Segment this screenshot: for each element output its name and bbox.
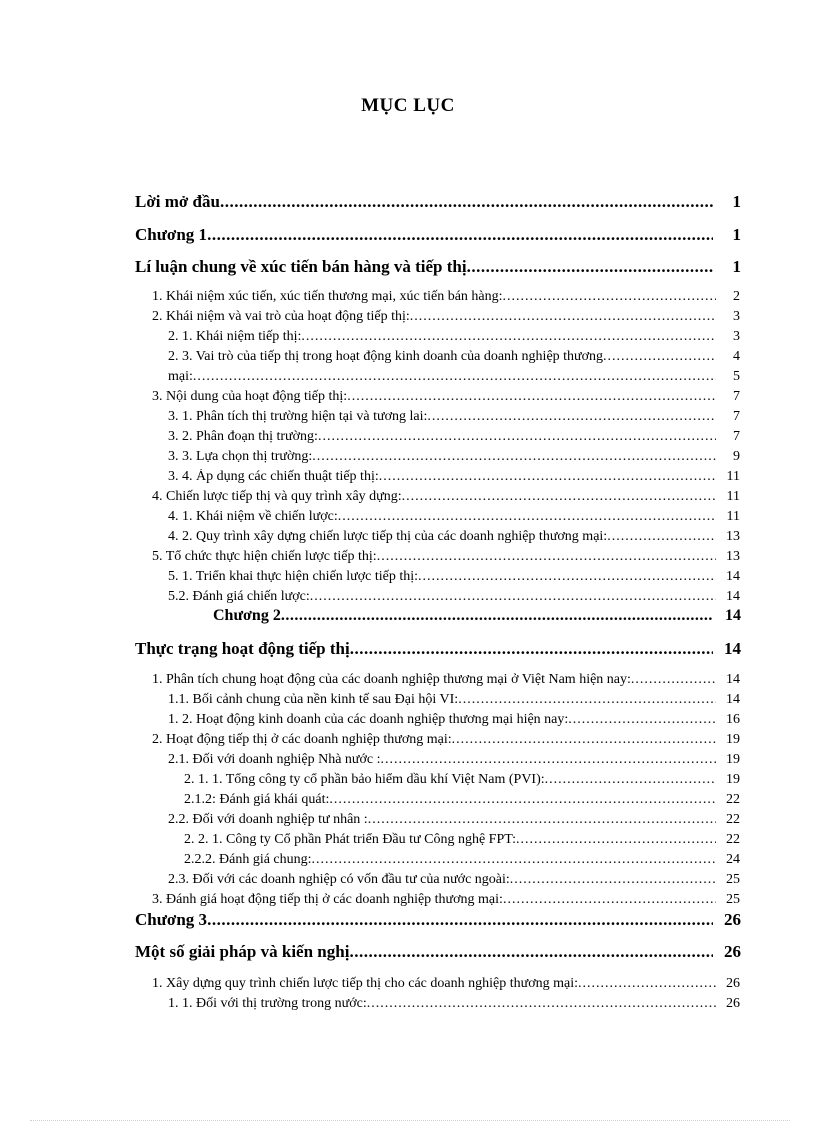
toc-page: 4 (733, 349, 740, 364)
toc-page: 3 (733, 329, 740, 344)
toc-label: 2. Hoạt động tiếp thị ở các doanh nghiệp thương mại: (152, 732, 452, 747)
toc-page: 22 (726, 832, 740, 847)
toc-leader (402, 489, 716, 505)
toc-label: 5. 1. Triển khai thực hiện chiến lược tiếp thị: (168, 569, 419, 584)
toc-page: 26 (724, 942, 741, 961)
toc-leader (379, 469, 716, 485)
toc-entry-chuong-2[interactable] (213, 607, 741, 631)
toc-leader (312, 852, 716, 868)
toc-entry[interactable] (152, 976, 740, 996)
toc-entry[interactable] (168, 692, 740, 712)
toc-leader (350, 639, 713, 659)
toc-entry-chapter-3-title[interactable] (135, 942, 741, 966)
toc-entry[interactable] (168, 872, 740, 892)
toc-entry[interactable] (168, 429, 740, 449)
toc-entry[interactable] (152, 549, 740, 569)
toc-entry-chapter-1-title[interactable] (135, 257, 741, 281)
toc-leader (467, 257, 713, 277)
toc-page: 1 (732, 192, 741, 211)
toc-entry[interactable] (168, 589, 740, 609)
toc-leader (312, 449, 716, 465)
toc-page: 14 (726, 672, 740, 687)
toc-leader (568, 712, 716, 728)
toc-page: 11 (726, 509, 740, 524)
toc-leader (368, 812, 716, 828)
toc-label: 5.2. Đánh giá chiến lược: (168, 589, 310, 604)
toc-page: 3 (733, 309, 740, 324)
toc-label: mại: (168, 369, 193, 384)
toc-page: 14 (724, 639, 741, 658)
toc-label: 1. Phân tích chung hoạt động của các doanh nghiệp thương mại ở Việt Nam hiện nay: (152, 672, 631, 687)
toc-label: 3. 3. Lựa chọn thị trường: (168, 449, 313, 464)
toc-label: 1. 1. Đối với thị trường trong nước: (168, 996, 367, 1011)
toc-leader (318, 429, 716, 445)
toc-entry[interactable] (168, 712, 740, 732)
toc-entry[interactable] (168, 996, 740, 1016)
toc-label: 2.1. Đối với doanh nghiệp Nhà nước : (168, 752, 381, 767)
toc-leader (377, 549, 716, 565)
toc-page: 25 (726, 892, 740, 907)
toc-label: 1. Xây dựng quy trình chiến lược tiếp thị cho các doanh nghiệp thương mại: (152, 976, 578, 991)
toc-entry[interactable] (168, 469, 740, 489)
toc-leader (418, 569, 716, 585)
toc-leader (281, 607, 713, 625)
toc-page: 26 (724, 910, 741, 929)
page-bottom-divider (30, 1120, 790, 1121)
toc-entry[interactable] (152, 289, 740, 309)
toc-page: 5 (733, 369, 740, 384)
toc-entry[interactable] (168, 569, 740, 589)
toc-label: 1. Khái niệm xúc tiến, xúc tiến thương mại, xúc tiến bán hàng: (152, 289, 503, 304)
toc-page: 25 (726, 872, 740, 887)
toc-leader (310, 589, 716, 605)
toc-leader (545, 772, 716, 788)
toc-entry[interactable] (168, 529, 740, 549)
toc-leader (207, 910, 713, 930)
toc-page: 19 (726, 732, 740, 747)
toc-label: 2. 1. Khái niệm tiếp thị: (168, 329, 302, 344)
toc-page: 2 (733, 289, 740, 304)
toc-leader (427, 409, 716, 425)
toc-page: 14 (726, 589, 740, 604)
toc-label: 3. 4. Áp dụng các chiến thuật tiếp thị: (168, 469, 379, 484)
toc-entry-chuong-3[interactable] (135, 910, 741, 934)
toc-leader (329, 792, 716, 808)
toc-label: 2.3. Đối với các doanh nghiệp có vốn đầu tư của nước ngoài: (168, 872, 510, 887)
toc-entry-chuong-1[interactable] (135, 225, 741, 249)
toc-label: 2. 3. Vai trò của tiếp thị trong hoạt động kinh doanh của doanh nghiệp thương (168, 349, 604, 364)
toc-entry[interactable] (184, 832, 740, 852)
toc-entry[interactable] (184, 792, 740, 812)
toc-page: 14 (726, 569, 740, 584)
toc-label: 1.1. Bối cảnh chung của nền kinh tế sau Đại hội VI: (168, 692, 459, 707)
toc-page: 22 (726, 792, 740, 807)
toc-leader (452, 732, 716, 748)
toc-entry[interactable] (184, 852, 740, 872)
toc-leader (603, 349, 716, 365)
toc-entry[interactable] (152, 732, 740, 752)
toc-label: Chương 3 (135, 910, 208, 929)
toc-page: 19 (726, 752, 740, 767)
toc-page: 1 (732, 257, 741, 276)
toc-entry[interactable] (152, 892, 740, 912)
toc-label: 3. 2. Phân đoạn thị trường: (168, 429, 318, 444)
toc-label: 2. 2. 1. Công ty Cổ phần Phát triển Đầu tư Công nghệ FPT: (184, 832, 516, 847)
toc-label: 4. 2. Quy trình xây dựng chiến lược tiếp thị của các doanh nghiệp thương mại: (168, 529, 608, 544)
toc-leader (367, 996, 716, 1012)
toc-leader (410, 309, 716, 325)
toc-page: 26 (726, 976, 740, 991)
toc-leader (193, 369, 716, 385)
toc-page: 7 (733, 389, 740, 404)
toc-entry[interactable] (152, 389, 740, 409)
toc-label: 3. Đánh giá hoạt động tiếp thị ở các doanh nghiệp thương mại: (152, 892, 503, 907)
toc-entry[interactable] (168, 509, 740, 529)
toc-label: Chương 2 (213, 607, 281, 624)
toc-page: 14 (726, 692, 740, 707)
toc-label: 4. 1. Khái niệm về chiến lược: (168, 509, 338, 524)
toc-entry[interactable] (184, 772, 740, 792)
toc-leader (220, 192, 713, 212)
toc-leader (349, 942, 713, 962)
toc-label: 2. 1. 1. Tổng công ty cổ phần bảo hiểm dầu khí Việt Nam (PVI): (184, 772, 545, 787)
toc-leader (381, 752, 716, 768)
toc-page: 7 (733, 409, 740, 424)
toc-entry-loi-mo-dau[interactable] (135, 192, 741, 216)
toc-leader (503, 892, 716, 908)
toc-page: 22 (726, 812, 740, 827)
toc-leader (347, 389, 716, 405)
toc-page: 9 (733, 449, 740, 464)
toc-page: 26 (726, 996, 740, 1011)
toc-page: 19 (726, 772, 740, 787)
toc-leader (207, 225, 713, 245)
toc-leader (458, 692, 716, 708)
toc-entry[interactable] (152, 672, 740, 692)
toc-page: 24 (726, 852, 740, 867)
toc-label: Lí luận chung về xúc tiến bán hàng và tiếp thị (135, 257, 467, 276)
toc-leader (578, 976, 716, 992)
toc-label: 2.1.2: Đánh giá khái quát: (184, 792, 330, 807)
toc-entry[interactable] (168, 349, 740, 369)
toc-label: Một số giải pháp và kiến nghị (135, 942, 350, 961)
toc-page: 11 (726, 489, 740, 504)
toc-page: 16 (726, 712, 740, 727)
toc-page: 14 (725, 607, 741, 624)
toc-entry[interactable] (152, 309, 740, 329)
toc-leader (301, 329, 716, 345)
toc-label: 5. Tổ chức thực hiện chiến lược tiếp thị: (152, 549, 377, 564)
toc-label: Lời mở đầu (135, 192, 220, 211)
toc-label: Thực trạng hoạt động tiếp thị (135, 639, 350, 658)
toc-page: 13 (726, 529, 740, 544)
toc-label: 2.2.2. Đánh giá chung: (184, 852, 312, 867)
toc-label: 1. 2. Hoạt động kinh doanh của các doanh nghiệp thương mại hiện nay: (168, 712, 569, 727)
toc-leader (516, 832, 716, 848)
toc-page: 7 (733, 429, 740, 444)
toc-label: 2.2. Đối với doanh nghiệp tư nhân : (168, 812, 368, 827)
toc-entry[interactable] (152, 489, 740, 509)
toc-leader (510, 872, 716, 888)
toc-entry-chapter-2-title[interactable] (135, 639, 741, 663)
toc-leader (631, 672, 716, 688)
toc-entry[interactable] (168, 369, 740, 389)
toc-leader (607, 529, 716, 545)
toc-leader (338, 509, 716, 525)
toc-page: 1 (732, 225, 741, 244)
toc-label: 2. Khái niệm và vai trò của hoạt động tiếp thị: (152, 309, 410, 324)
toc-entry[interactable] (168, 449, 740, 469)
toc-page: 11 (726, 469, 740, 484)
toc-label: 4. Chiến lược tiếp thị và quy trình xây dựng: (152, 489, 402, 504)
toc-entry[interactable] (168, 409, 740, 429)
toc-label: 3. 1. Phân tích thị trường hiện tại và tương lai: (168, 409, 428, 424)
toc-page: 13 (726, 549, 740, 564)
toc-entry[interactable] (168, 752, 740, 772)
page-title: MỤC LỤC (361, 95, 455, 116)
toc-leader (503, 289, 716, 305)
toc-entry[interactable] (168, 329, 740, 349)
toc-entry[interactable] (168, 812, 740, 832)
toc-label: Chương 1 (135, 225, 208, 244)
toc-label: 3. Nội dung của hoạt động tiếp thị: (152, 389, 348, 404)
